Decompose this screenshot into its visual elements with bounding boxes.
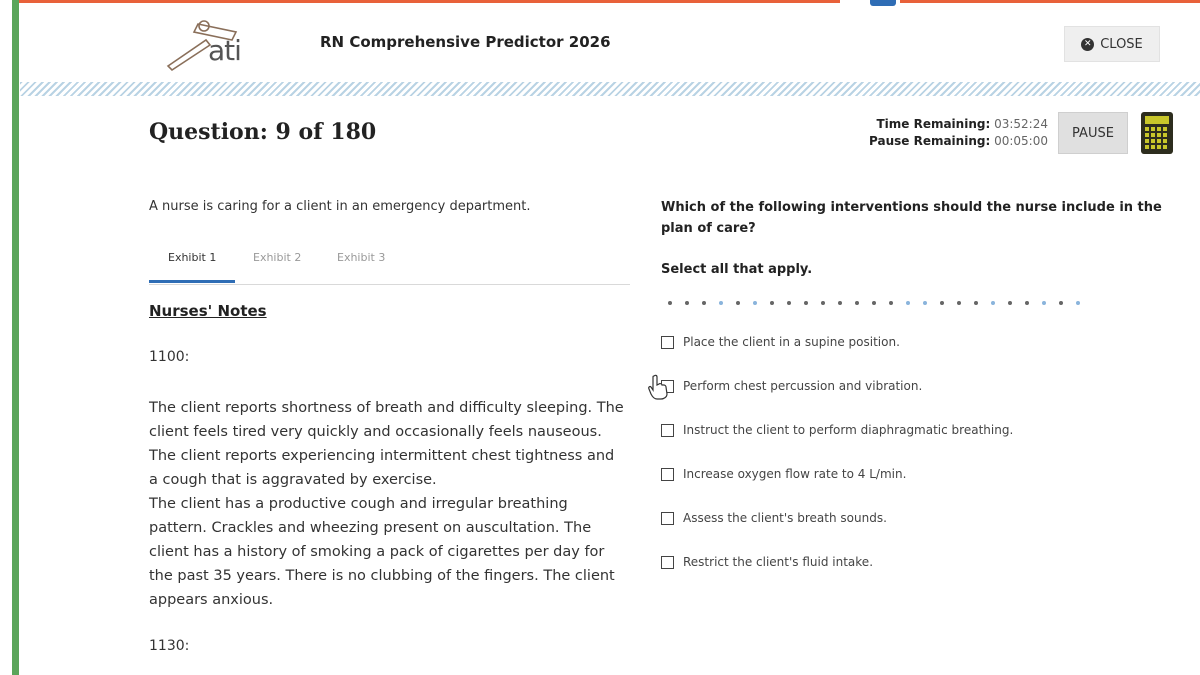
option-5-label: Assess the client's breath sounds. <box>683 511 887 525</box>
exhibit-tabs <box>149 246 630 285</box>
option-5-checkbox[interactable] <box>661 512 674 525</box>
hand-cursor-icon <box>647 374 669 400</box>
question-number: Question: 9 of 180 <box>149 119 377 145</box>
option-5[interactable] <box>661 511 887 525</box>
option-6[interactable] <box>661 555 873 569</box>
option-2[interactable] <box>661 379 922 393</box>
option-1[interactable] <box>661 335 900 349</box>
time-remaining-value: 03:52:24 <box>994 117 1048 131</box>
tab-exhibit-3[interactable]: Exhibit 3 <box>337 251 386 264</box>
tab-exhibit-1[interactable]: Exhibit 1 <box>168 251 217 264</box>
question-stem: A nurse is caring for a client in an emergency department. <box>149 199 531 214</box>
option-4[interactable] <box>661 467 906 481</box>
question-prompt: Which of the following interventions should the nurse include in the plan of care? <box>661 200 1162 236</box>
close-icon: ✕ <box>1081 38 1094 51</box>
option-6-label: Restrict the client's fluid intake. <box>683 555 874 569</box>
timers <box>869 116 1048 150</box>
option-2-label: Perform chest percussion and vibration. <box>683 379 923 393</box>
option-1-label: Place the client in a supine position. <box>683 335 900 349</box>
pause-remaining-value: 00:05:00 <box>994 134 1048 148</box>
option-4-label: Increase oxygen flow rate to 4 L/min. <box>683 467 907 481</box>
option-1-checkbox[interactable] <box>661 336 674 349</box>
note-time-1130: 1130: <box>149 638 190 654</box>
top-accent-line <box>19 0 1200 3</box>
option-3-checkbox[interactable] <box>661 424 674 437</box>
option-3-label: Instruct the client to perform diaphragmatic breathing. <box>683 423 1014 437</box>
active-tab-indicator <box>149 280 235 283</box>
question-instruction: Select all that apply. <box>661 262 813 277</box>
close-button[interactable] <box>1064 26 1160 62</box>
logo-text: ati <box>208 34 241 67</box>
note-time-1100: 1100: <box>149 349 190 365</box>
pause-remaining-label: Pause Remaining: <box>869 134 991 148</box>
close-label: CLOSE <box>1100 36 1143 52</box>
left-accent-bar <box>12 0 19 675</box>
calculator-icon[interactable] <box>1141 112 1173 154</box>
option-4-checkbox[interactable] <box>661 468 674 481</box>
pause-button[interactable]: PAUSE <box>1058 112 1128 154</box>
note-body-1100: The client reports shortness of breath and difficulty sleeping. The client feels tired very quickly and occasionally feels nauseous. The client reports experiencing intermittent chest tightness and a cough that is aggravated by exercise. The client has a productive cough and irregular breathing pattern. Crackles and wheezing present on auscultation. The client has a history of smoking a pack of cigarettes per day for the past 35 years. There is no clubbing of the fingers. The client appears anxious. <box>149 400 624 608</box>
option-3[interactable] <box>661 423 1013 437</box>
header-divider <box>20 82 1200 96</box>
app-title: RN Comprehensive Predictor 2026 <box>320 33 611 51</box>
time-remaining-label: Time Remaining: <box>876 117 991 131</box>
tab-exhibit-2[interactable]: Exhibit 2 <box>253 251 302 264</box>
dotted-divider <box>668 301 1080 305</box>
option-6-checkbox[interactable] <box>661 556 674 569</box>
notes-title: Nurses' Notes <box>149 302 267 320</box>
top-tab-indicator <box>870 0 896 6</box>
